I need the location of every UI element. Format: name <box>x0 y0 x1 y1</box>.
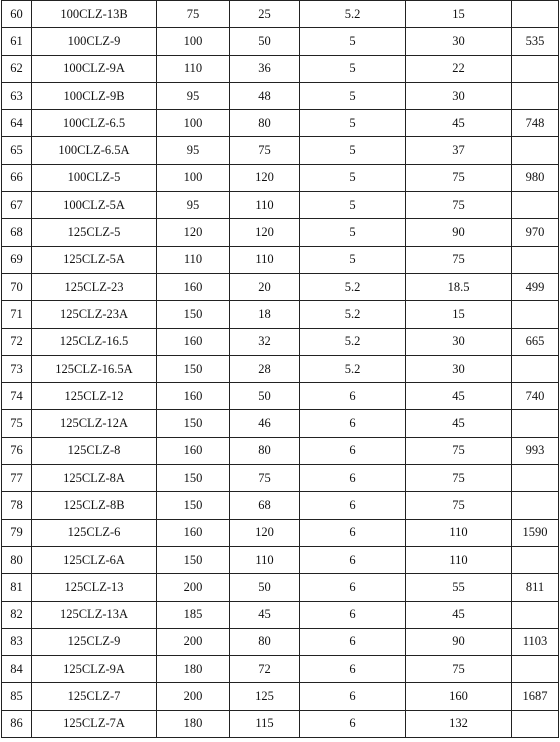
cell-npsh: 5.2 <box>300 328 406 355</box>
cell-npsh: 6 <box>300 683 406 710</box>
cell-power: 15 <box>406 301 512 328</box>
pump-spec-table <box>1 0 559 738</box>
cell-row-number: 81 <box>2 574 32 601</box>
cell-weight: 499 <box>512 273 559 300</box>
cell-npsh: 5 <box>300 55 406 82</box>
cell-row-number: 82 <box>2 601 32 628</box>
cell-head: 46 <box>230 410 300 437</box>
cell-row-number: 80 <box>2 546 32 573</box>
table-row <box>2 656 559 683</box>
cell-row-number: 76 <box>2 437 32 464</box>
table-row <box>2 219 559 246</box>
cell-weight: 970 <box>512 219 559 246</box>
cell-power: 37 <box>406 137 512 164</box>
cell-flow: 150 <box>157 492 230 519</box>
cell-flow: 180 <box>157 710 230 737</box>
table-row <box>2 574 559 601</box>
cell-power: 75 <box>406 437 512 464</box>
cell-row-number: 68 <box>2 219 32 246</box>
cell-head: 80 <box>230 437 300 464</box>
cell-row-number: 78 <box>2 492 32 519</box>
cell-npsh: 6 <box>300 410 406 437</box>
table-row <box>2 328 559 355</box>
cell-weight <box>512 410 559 437</box>
cell-flow: 95 <box>157 192 230 219</box>
cell-weight: 535 <box>512 28 559 55</box>
cell-row-number: 67 <box>2 192 32 219</box>
cell-head: 32 <box>230 328 300 355</box>
table-row <box>2 110 559 137</box>
table-row <box>2 410 559 437</box>
cell-row-number: 62 <box>2 55 32 82</box>
cell-row-number: 84 <box>2 656 32 683</box>
table-row <box>2 383 559 410</box>
cell-head: 110 <box>230 192 300 219</box>
cell-row-number: 79 <box>2 519 32 546</box>
cell-head: 36 <box>230 55 300 82</box>
cell-weight <box>512 355 559 382</box>
cell-npsh: 6 <box>300 601 406 628</box>
cell-model: 125CLZ-7A <box>32 710 157 737</box>
cell-power: 75 <box>406 656 512 683</box>
cell-model: 100CLZ-9A <box>32 55 157 82</box>
cell-head: 50 <box>230 574 300 601</box>
cell-weight <box>512 710 559 737</box>
cell-row-number: 60 <box>2 1 32 28</box>
cell-weight: 811 <box>512 574 559 601</box>
cell-power: 45 <box>406 601 512 628</box>
cell-power: 45 <box>406 110 512 137</box>
cell-model: 125CLZ-6 <box>32 519 157 546</box>
cell-head: 120 <box>230 519 300 546</box>
cell-power: 18.5 <box>406 273 512 300</box>
cell-flow: 120 <box>157 219 230 246</box>
cell-power: 22 <box>406 55 512 82</box>
cell-power: 30 <box>406 82 512 109</box>
cell-weight: 980 <box>512 164 559 191</box>
cell-weight <box>512 137 559 164</box>
cell-head: 68 <box>230 492 300 519</box>
table-row <box>2 628 559 655</box>
cell-weight: 1687 <box>512 683 559 710</box>
cell-flow: 95 <box>157 137 230 164</box>
cell-head: 25 <box>230 1 300 28</box>
cell-npsh: 5 <box>300 164 406 191</box>
cell-model: 125CLZ-5 <box>32 219 157 246</box>
cell-flow: 200 <box>157 574 230 601</box>
cell-flow: 95 <box>157 82 230 109</box>
cell-head: 80 <box>230 628 300 655</box>
table-row <box>2 355 559 382</box>
table-row <box>2 137 559 164</box>
cell-npsh: 5.2 <box>300 273 406 300</box>
cell-flow: 200 <box>157 683 230 710</box>
cell-head: 120 <box>230 164 300 191</box>
cell-head: 110 <box>230 546 300 573</box>
cell-npsh: 6 <box>300 383 406 410</box>
cell-row-number: 70 <box>2 273 32 300</box>
cell-npsh: 6 <box>300 574 406 601</box>
cell-head: 120 <box>230 219 300 246</box>
cell-head: 28 <box>230 355 300 382</box>
cell-weight <box>512 492 559 519</box>
cell-model: 125CLZ-23 <box>32 273 157 300</box>
cell-power: 160 <box>406 683 512 710</box>
table-row <box>2 273 559 300</box>
cell-flow: 75 <box>157 1 230 28</box>
cell-npsh: 6 <box>300 546 406 573</box>
cell-flow: 100 <box>157 28 230 55</box>
cell-flow: 100 <box>157 164 230 191</box>
cell-model: 125CLZ-23A <box>32 301 157 328</box>
cell-npsh: 5 <box>300 137 406 164</box>
cell-head: 20 <box>230 273 300 300</box>
cell-head: 110 <box>230 246 300 273</box>
cell-row-number: 71 <box>2 301 32 328</box>
cell-npsh: 5.2 <box>300 301 406 328</box>
cell-head: 115 <box>230 710 300 737</box>
cell-npsh: 5 <box>300 28 406 55</box>
cell-row-number: 86 <box>2 710 32 737</box>
cell-row-number: 61 <box>2 28 32 55</box>
cell-weight: 993 <box>512 437 559 464</box>
cell-weight <box>512 546 559 573</box>
cell-model: 125CLZ-8A <box>32 465 157 492</box>
cell-flow: 160 <box>157 273 230 300</box>
table-row <box>2 164 559 191</box>
cell-power: 30 <box>406 328 512 355</box>
cell-row-number: 72 <box>2 328 32 355</box>
cell-model: 125CLZ-5A <box>32 246 157 273</box>
cell-npsh: 5.2 <box>300 1 406 28</box>
table-row <box>2 465 559 492</box>
cell-power: 75 <box>406 192 512 219</box>
table-row <box>2 519 559 546</box>
table-row <box>2 301 559 328</box>
cell-flow: 200 <box>157 628 230 655</box>
cell-head: 50 <box>230 383 300 410</box>
cell-model: 125CLZ-13 <box>32 574 157 601</box>
cell-npsh: 6 <box>300 465 406 492</box>
cell-power: 75 <box>406 465 512 492</box>
cell-model: 125CLZ-16.5A <box>32 355 157 382</box>
cell-weight <box>512 1 559 28</box>
cell-flow: 160 <box>157 383 230 410</box>
cell-power: 90 <box>406 628 512 655</box>
cell-row-number: 85 <box>2 683 32 710</box>
cell-model: 125CLZ-8 <box>32 437 157 464</box>
table-body <box>2 1 559 738</box>
cell-npsh: 6 <box>300 656 406 683</box>
cell-flow: 185 <box>157 601 230 628</box>
cell-model: 100CLZ-9B <box>32 82 157 109</box>
table-row <box>2 82 559 109</box>
cell-model: 125CLZ-8B <box>32 492 157 519</box>
cell-flow: 150 <box>157 465 230 492</box>
table-row <box>2 710 559 737</box>
cell-power: 30 <box>406 355 512 382</box>
cell-model: 100CLZ-5A <box>32 192 157 219</box>
cell-weight <box>512 82 559 109</box>
cell-power: 15 <box>406 1 512 28</box>
cell-row-number: 69 <box>2 246 32 273</box>
cell-power: 75 <box>406 246 512 273</box>
table-row <box>2 601 559 628</box>
cell-row-number: 66 <box>2 164 32 191</box>
cell-npsh: 6 <box>300 710 406 737</box>
cell-flow: 150 <box>157 355 230 382</box>
table-row <box>2 246 559 273</box>
table-row <box>2 546 559 573</box>
cell-weight <box>512 301 559 328</box>
cell-model: 125CLZ-9A <box>32 656 157 683</box>
cell-head: 45 <box>230 601 300 628</box>
table-row <box>2 492 559 519</box>
cell-power: 90 <box>406 219 512 246</box>
cell-model: 100CLZ-13B <box>32 1 157 28</box>
cell-row-number: 64 <box>2 110 32 137</box>
cell-row-number: 75 <box>2 410 32 437</box>
cell-row-number: 83 <box>2 628 32 655</box>
cell-weight <box>512 192 559 219</box>
cell-npsh: 5.2 <box>300 355 406 382</box>
cell-head: 72 <box>230 656 300 683</box>
cell-model: 125CLZ-12 <box>32 383 157 410</box>
cell-npsh: 5 <box>300 110 406 137</box>
cell-npsh: 5 <box>300 219 406 246</box>
cell-power: 55 <box>406 574 512 601</box>
cell-model: 100CLZ-6.5A <box>32 137 157 164</box>
cell-weight <box>512 465 559 492</box>
cell-power: 75 <box>406 492 512 519</box>
cell-flow: 160 <box>157 519 230 546</box>
cell-power: 30 <box>406 28 512 55</box>
cell-flow: 160 <box>157 328 230 355</box>
cell-head: 75 <box>230 465 300 492</box>
cell-head: 18 <box>230 301 300 328</box>
cell-npsh: 5 <box>300 82 406 109</box>
cell-model: 125CLZ-6A <box>32 546 157 573</box>
cell-head: 75 <box>230 137 300 164</box>
cell-row-number: 73 <box>2 355 32 382</box>
cell-row-number: 74 <box>2 383 32 410</box>
cell-model: 100CLZ-5 <box>32 164 157 191</box>
cell-weight <box>512 246 559 273</box>
table-row <box>2 55 559 82</box>
cell-head: 50 <box>230 28 300 55</box>
cell-power: 110 <box>406 546 512 573</box>
cell-flow: 150 <box>157 301 230 328</box>
cell-weight: 1590 <box>512 519 559 546</box>
cell-power: 45 <box>406 410 512 437</box>
cell-weight: 748 <box>512 110 559 137</box>
cell-flow: 180 <box>157 656 230 683</box>
cell-weight <box>512 656 559 683</box>
cell-flow: 150 <box>157 410 230 437</box>
cell-row-number: 77 <box>2 465 32 492</box>
table-row <box>2 28 559 55</box>
cell-power: 110 <box>406 519 512 546</box>
cell-model: 100CLZ-9 <box>32 28 157 55</box>
table-row <box>2 192 559 219</box>
cell-weight: 665 <box>512 328 559 355</box>
cell-model: 125CLZ-7 <box>32 683 157 710</box>
table-row <box>2 683 559 710</box>
cell-flow: 160 <box>157 437 230 464</box>
cell-model: 125CLZ-13A <box>32 601 157 628</box>
cell-power: 45 <box>406 383 512 410</box>
table-row <box>2 1 559 28</box>
cell-head: 125 <box>230 683 300 710</box>
cell-model: 100CLZ-6.5 <box>32 110 157 137</box>
cell-power: 75 <box>406 164 512 191</box>
cell-flow: 150 <box>157 546 230 573</box>
cell-row-number: 65 <box>2 137 32 164</box>
cell-weight: 1103 <box>512 628 559 655</box>
cell-power: 132 <box>406 710 512 737</box>
cell-row-number: 63 <box>2 82 32 109</box>
cell-head: 80 <box>230 110 300 137</box>
table-row <box>2 437 559 464</box>
cell-head: 48 <box>230 82 300 109</box>
cell-npsh: 6 <box>300 519 406 546</box>
cell-weight: 740 <box>512 383 559 410</box>
cell-weight <box>512 601 559 628</box>
cell-flow: 110 <box>157 55 230 82</box>
cell-weight <box>512 55 559 82</box>
cell-flow: 110 <box>157 246 230 273</box>
cell-flow: 100 <box>157 110 230 137</box>
cell-npsh: 5 <box>300 192 406 219</box>
cell-npsh: 6 <box>300 437 406 464</box>
cell-npsh: 6 <box>300 628 406 655</box>
cell-model: 125CLZ-9 <box>32 628 157 655</box>
cell-model: 125CLZ-16.5 <box>32 328 157 355</box>
cell-npsh: 6 <box>300 492 406 519</box>
cell-model: 125CLZ-12A <box>32 410 157 437</box>
cell-npsh: 5 <box>300 246 406 273</box>
